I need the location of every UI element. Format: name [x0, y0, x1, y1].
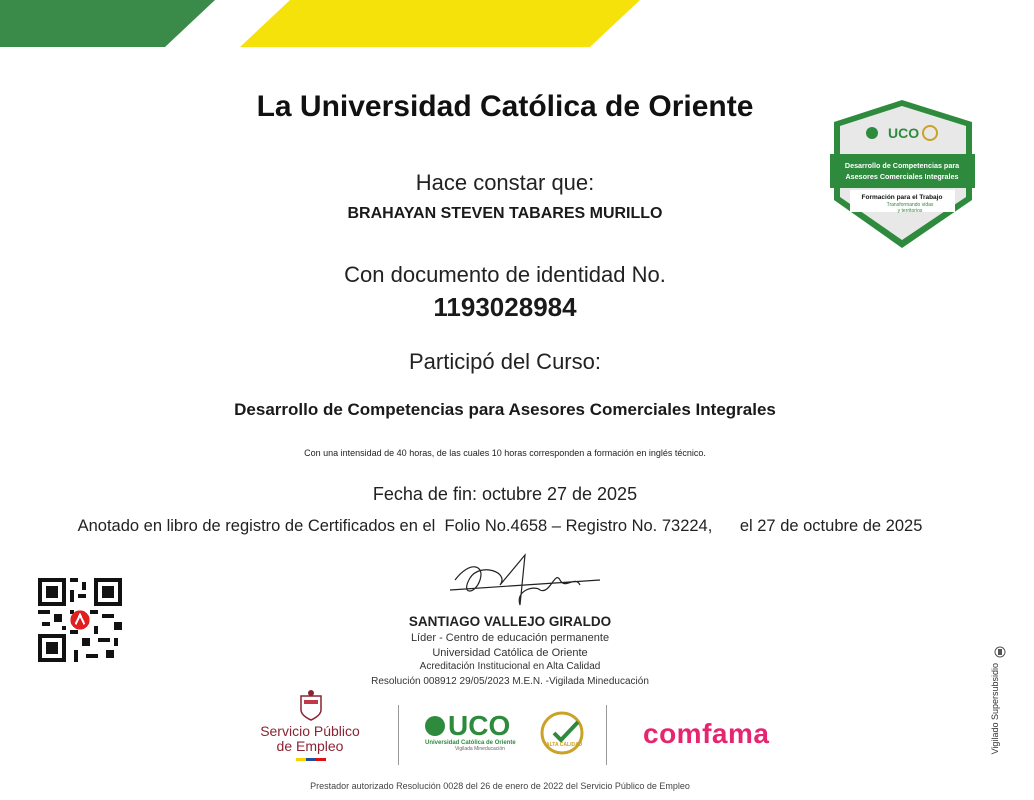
spe-crest-icon: [296, 690, 326, 722]
quality-seal-icon: [538, 710, 588, 756]
comfama-logo: comfama: [643, 718, 770, 749]
logo-divider-left: [398, 705, 399, 765]
top-decorative-bands: [0, 0, 1034, 50]
spe-logo: [250, 724, 370, 754]
spe-line2: de Empleo: [276, 738, 344, 754]
footer-note: Prestador autorizado Resolución 0028 del 26 de enero de 2022 del Servicio Público de Empleo: [310, 781, 690, 791]
recipient-name: BRAHAYAN STEVEN TABARES MURILLO: [347, 205, 663, 222]
course-name: Desarrollo de Competencias para Asesores Comerciales Integrales: [234, 400, 776, 419]
id-label: Con documento de identidad No.: [344, 262, 666, 287]
spe-line1: Servicio Público: [260, 723, 360, 739]
intensity-note: Con una intensidad de 40 horas, de las cuales 10 horas corresponden a formación en inglés técnico.: [304, 448, 706, 458]
course-badge: [830, 100, 975, 250]
signatory-accreditation: Acreditación Institucional en Alta Calidad: [419, 661, 601, 672]
registry-line: Anotado en libro de registro de Certificados en el Folio No.4658 – Registro No. 73224, el 27 de octubre de 2025: [77, 517, 923, 535]
signature-icon: [440, 550, 610, 612]
course-label: Participó del Curso:: [409, 349, 601, 374]
vigilado-label: Vigilado Supersubsidio: [990, 663, 1000, 755]
uco-logo-text: UCO: [448, 710, 511, 741]
signatory-resolution: Resolución 008912 29/05/2023 M.E.N. -Vigilada Mineducación: [371, 676, 649, 687]
id-number: 1193028984: [433, 292, 577, 322]
badge-logo: UCO: [888, 125, 920, 141]
logo-divider-right: [606, 705, 607, 765]
supersubsidio-icon: [993, 645, 1007, 659]
uco-subtitle2: Vigilada Mineducación: [455, 746, 505, 752]
end-date: Fecha de fin: octubre 27 de 2025: [372, 484, 638, 504]
signatory-role: Líder - Centro de educación permanente: [410, 632, 610, 644]
signatory-institution: Universidad Católica de Oriente: [432, 647, 588, 659]
uco-logo: [425, 712, 535, 752]
uco-check-icon: [425, 716, 445, 736]
certifies-label: Hace constar que:: [415, 170, 595, 195]
badge-tag1: Formación para el Trabajo: [861, 194, 943, 201]
badge-line1: Desarrollo de Competencias para: [844, 161, 960, 170]
badge-tag2: Transformando vidas: [886, 202, 934, 208]
qr-code-icon[interactable]: [38, 578, 122, 662]
alta-calidad-text: ALTA CALIDAD: [546, 742, 583, 748]
signatory-name: SANTIAGO VALLEJO GIRALDO: [408, 614, 612, 629]
university-title: La Universidad Católica de Oriente: [256, 90, 754, 123]
colombia-flag-stripe: [296, 758, 326, 761]
badge-line2: Asesores Comerciales Integrales: [845, 172, 959, 181]
uco-subtitle: Universidad Católica de Oriente: [425, 740, 516, 746]
badge-tag3: y territorios: [897, 208, 923, 214]
